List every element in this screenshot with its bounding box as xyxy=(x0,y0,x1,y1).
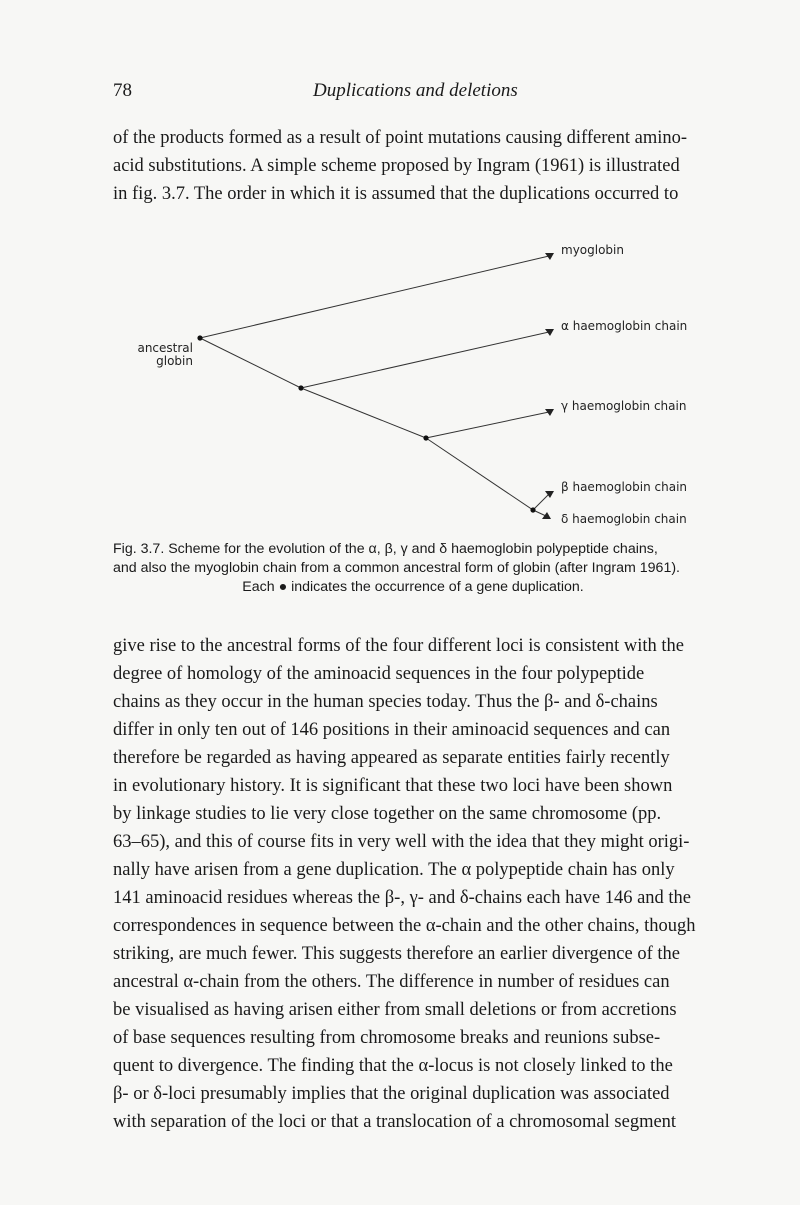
text-line: in evolutionary history. It is significant that these two loci have been shown xyxy=(113,776,673,796)
page-header xyxy=(113,80,713,104)
text-line: differ in only ten out of 146 positions in their aminoacid sequences and can xyxy=(113,720,671,740)
running-title: Duplications and deletions xyxy=(313,80,518,101)
text-line: nally have arisen from a gene duplication. The α polypeptide chain has only xyxy=(113,860,675,880)
caption-line: Each ● indicates the occurrence of a gene duplication. xyxy=(242,579,584,595)
text-line: therefore be regarded as having appeared as separate entities fairly recently xyxy=(113,748,670,768)
branch-beta xyxy=(533,494,549,510)
page-number: 78 xyxy=(113,80,132,101)
text-line: degree of homology of the aminoacid sequences in the four polypeptide xyxy=(113,664,645,684)
text-line: β- or δ-loci presumably implies that the original duplication was associated xyxy=(113,1084,670,1104)
text-line: correspondences in sequence between the α-chain and the other chains, though xyxy=(113,916,696,936)
duplication-dot xyxy=(197,335,202,340)
text-line: by linkage studies to lie very close together on the same chromosome (pp. xyxy=(113,804,662,824)
text-line: acid substitutions. A simple scheme proposed by Ingram (1961) is illustrated xyxy=(113,156,680,176)
branch-node2-node3 xyxy=(301,388,426,438)
figure-caption xyxy=(113,540,713,597)
duplication-dot xyxy=(530,507,535,512)
branch-root-node2 xyxy=(200,338,301,388)
text-line: 63–65), and this of course fits in very well with the idea that they might origi- xyxy=(113,832,690,852)
caption-line: Fig. 3.7. Scheme for the evolution of the α, β, γ and δ haemoglobin polypeptide chains, xyxy=(113,541,658,557)
text-line: in fig. 3.7. The order in which it is assumed that the duplications occurred to xyxy=(113,184,679,204)
arrowhead-icon xyxy=(542,512,551,519)
branch-alpha xyxy=(301,332,549,388)
text-line: 141 aminoacid residues whereas the β-, γ- and δ-chains each have 146 and the xyxy=(113,888,692,908)
text-line: be visualised as having arisen either from small deletions or from accretions xyxy=(113,1000,677,1020)
root-label-line2: globin xyxy=(156,354,193,368)
figure-3-7 xyxy=(113,240,713,530)
text-line: chains as they occur in the human species today. Thus the β- and δ-chains xyxy=(113,692,658,712)
leaf-label-gamma: γ haemoglobin chain xyxy=(561,399,687,413)
text-line: give rise to the ancestral forms of the four different loci is consistent with the xyxy=(113,636,684,656)
leaf-label-delta: δ haemoglobin chain xyxy=(561,512,687,526)
root-label xyxy=(129,342,193,368)
text-line: striking, are much fewer. This suggests therefore an earlier divergence of the xyxy=(113,944,680,964)
branch-node3-node4 xyxy=(426,438,533,510)
leaf-label-myoglobin: myoglobin xyxy=(561,243,624,257)
branch-myoglobin xyxy=(200,256,549,338)
leaf-label-alpha: α haemoglobin chain xyxy=(561,319,688,333)
caption-line: and also the myoglobin chain from a common ancestral form of globin (after Ingram 1961). xyxy=(113,560,680,576)
text-line: with separation of the loci or that a translocation of a chromosomal segment xyxy=(113,1112,677,1132)
body-paragraph-top xyxy=(113,124,713,208)
text-line: ancestral α-chain from the others. The difference in number of residues can xyxy=(113,972,670,992)
duplication-dot xyxy=(298,385,303,390)
leaf-label-beta: β haemoglobin chain xyxy=(561,480,688,494)
duplication-dot xyxy=(423,435,428,440)
root-label-line1: ancestral xyxy=(137,341,193,355)
branch-gamma xyxy=(426,412,549,438)
text-line: of the products formed as a result of point mutations causing different amino- xyxy=(113,128,688,148)
text-line: quent to divergence. The finding that the α-locus is not closely linked to the xyxy=(113,1056,673,1076)
body-paragraph-bottom xyxy=(113,632,713,1136)
text-line: of base sequences resulting from chromosome breaks and reunions subse- xyxy=(113,1028,661,1048)
